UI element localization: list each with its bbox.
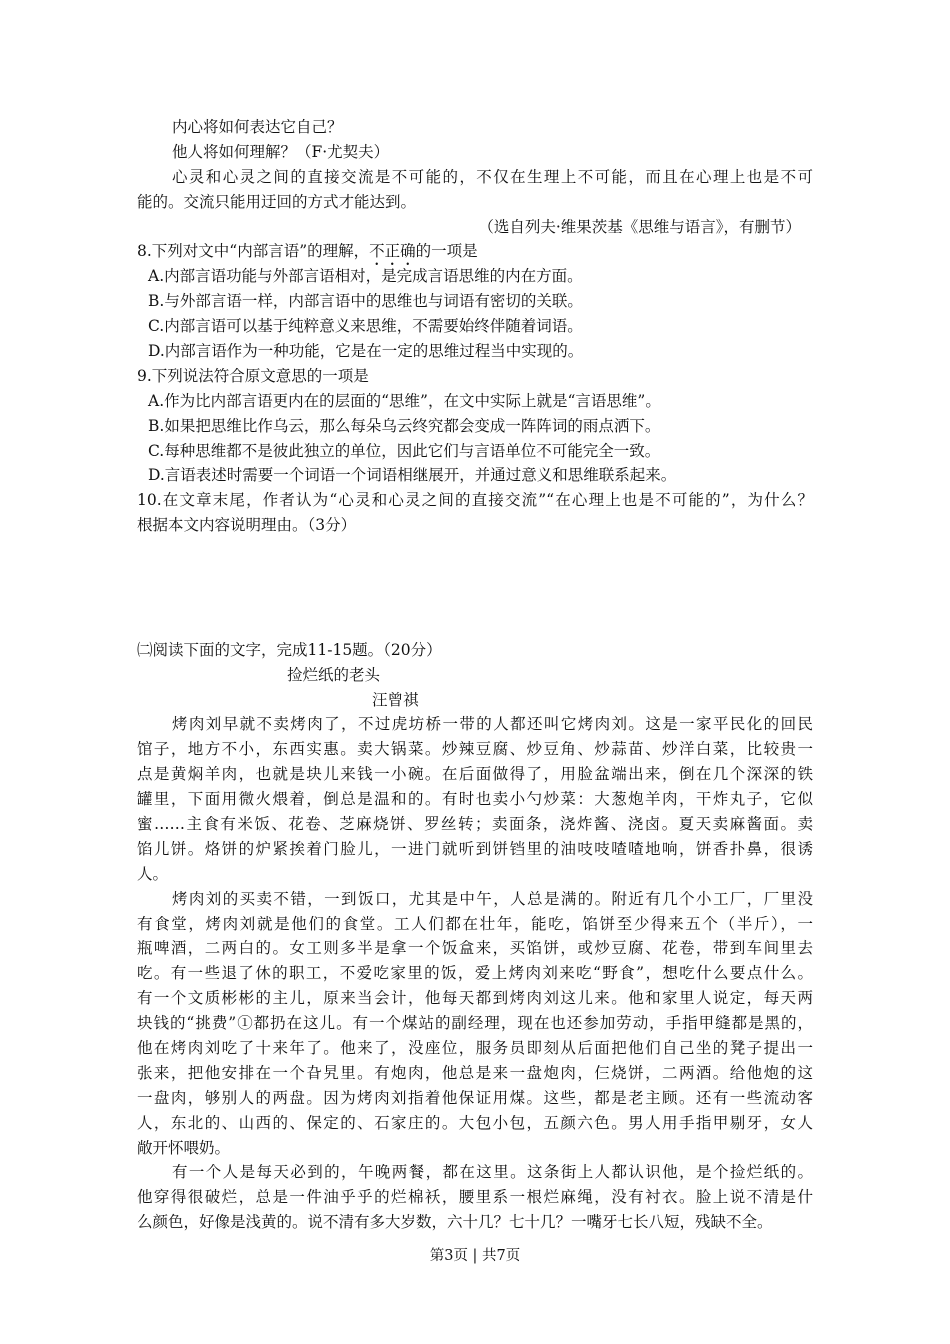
question-10-line: 10.在文章末尾，作者认为“心灵和心灵之间的直接交流”“在心理上也是不可能的”，为什么？ [137,491,813,510]
stem-text: 的一项是 [415,242,478,261]
paragraph-line: 有一个人是每天必到的，午晚两餐，都在这里。这条街上人都认识他，是个捡烂纸的。 [172,1163,813,1182]
paragraph-line: 他在烤肉刘吃了十来年了。他来了，没座位，服务员即刻从后面把他们自己坐的凳子提出一 [137,1038,813,1057]
question-9-stem: 9.下列说法符合原文意思的一项是 [137,366,369,385]
paragraph-line: 一盘肉，够别人的两盘。因为烤肉刘指着他保证用煤。这些，都是老主顾。还有一些流动客 [137,1088,813,1107]
paragraph-line: 蜜……主食有米饭、花卷、芝麻烧饼、罗丝转；卖面条，浇炸酱、浇卤。夏天卖麻酱面。卖 [137,814,813,833]
paragraph-line: 瓶啤酒，二两白的。女工则多半是拿一个饭盒来，买馅饼，或炒豆腐、花卷，带到车间里去 [137,939,813,958]
answer-space [137,538,813,638]
section-2-heading: ㈡阅读下面的文字，完成11-15题。（20分） [137,640,442,659]
document-body [137,115,813,1235]
paragraph-line: 馆子，地方不小，东西实惠。卖大锅菜。炒辣豆腐、炒豆角、炒蒜苗、炒洋白菜，比较贵一 [137,740,813,759]
poem-line: 内心将如何表达它自己？ [172,118,343,136]
paragraph-line: 敞开怀喂奶。 [137,1138,231,1157]
question-9-option-a: A.作为比内部言语更内在的层面的“思维”，在文中实际上就是“言语思维”。 [148,391,661,410]
paragraph-line: 点是黄焖羊肉，也就是块儿来钱一小碗。在后面做得了，用脸盆端出来，倒在几个深深的铁 [137,765,813,784]
paragraph-line: 张来，把他安排在一个旮旯里。有炮肉，他总是来一盘炮肉，仨烧饼，二两酒。给他炮的这 [137,1063,813,1082]
question-10-line: 根据本文内容说明理由。（3分） [137,516,357,535]
source-citation: （选自列夫·维果茨基《思维与语言》，有删节） [478,217,801,236]
article-paragraph [137,712,813,886]
question-8-option-a: A.内部言语功能与外部言语相对，是完成言语思维的内在方面。 [148,267,583,286]
conclusion-line: 能的。交流只能用迂回的方式才能达到。 [137,192,417,211]
paragraph-line: 人，东北的、山西的、保定的、石家庄的。大包小包，五颜六色。男人用手指甲剔牙，女人 [137,1113,813,1132]
conclusion-line: 心灵和心灵之间的直接交流是不可能的，不仅在生理上不可能，而且在心理上也是不可 [172,167,813,186]
paragraph-line: 块钱的“挑费”①都扔在这儿。有一个煤站的副经理，现在也还参加劳动，手指甲缝都是黑的， [137,1014,813,1033]
page-footer: 第3页 | 共7页 [429,1248,521,1264]
paragraph-line: 么颜色，好像是浅黄的。说不清有多大岁数，六十几？七十几？一嘴牙七长八短，残缺不全。 [137,1213,773,1232]
question-8-stem [137,239,813,264]
paragraph-line: 馅儿饼。烙饼的炉紧挨着门脸儿，一进门就听到饼铛里的油吱吱喳喳地响，饼香扑鼻，很诱 [137,839,813,858]
paragraph-line: 烤肉刘的买卖不错，一到饭口，尤其是中午，人总是满的。附近有几个小工厂，厂里没 [172,889,813,908]
question-9-option-b: B.如果把思维比作乌云，那么每朵乌云终究都会变成一阵阵词的雨点洒下。 [148,416,661,435]
question-9-option-d: D.言语表述时需要一个词语一个词语相继展开，并通过意义和思维联系起来。 [148,466,677,485]
article-author: 汪曾祺 [372,690,419,709]
article-title: 捡烂纸的老头 [287,665,381,684]
article-body [137,712,813,1235]
stem-text: 8.下列对文中“内部言语”的理解， [137,242,370,261]
paragraph-line: 烤肉刘早就不卖烤肉了，不过虎坊桥一带的人都还叫它烤肉刘。这是一家平民化的回民 [172,715,813,734]
paragraph-line: 人。 [137,864,169,883]
paragraph-line: 罐里，下面用微火煨着，倒总是温和的。有时也卖小勺炒菜：大葱炮羊肉，干炸丸子，它似 [137,790,813,809]
question-8-option-d: D.内部言语作为一种功能，它是在一定的思维过程当中实现的。 [148,342,584,361]
emphasis-text: 不正确 [369,242,416,261]
question-9-option-c: C.每种思维都不是彼此独立的单位，因此它们与言语单位不可能完全一致。 [148,441,661,460]
question-8-option-b: B.与外部言语一样，内部言语中的思维也与词语有密切的关联。 [148,292,583,311]
question-8-option-c: C.内部言语可以基于纯粹意义来思维，不需要始终伴随着词语。 [148,317,583,336]
paragraph-line: 他穿得很破烂，总是一件油乎乎的烂棉袄，腰里系一根烂麻绳，没有衬衣。脸上说不清是什 [137,1188,813,1207]
paragraph-line: 有食堂，烤肉刘就是他们的食堂。工人们都在壮年，能吃，馅饼至少得来五个（半斤），一 [137,914,813,933]
article-paragraph [137,887,813,1161]
paragraph-line: 有一个文质彬彬的主儿，原来当会计，他每天都到烤肉刘这儿来。他和家里人说定，每天两 [137,989,813,1008]
paragraph-line: 吃。有一些退了休的职工，不爱吃家里的饭，爱上烤肉刘来吃“野食”，想吃什么要点什么。 [137,964,813,983]
article-paragraph [137,1160,813,1235]
poem-line: 他人将如何理解？（F·尤契夫） [172,142,390,161]
